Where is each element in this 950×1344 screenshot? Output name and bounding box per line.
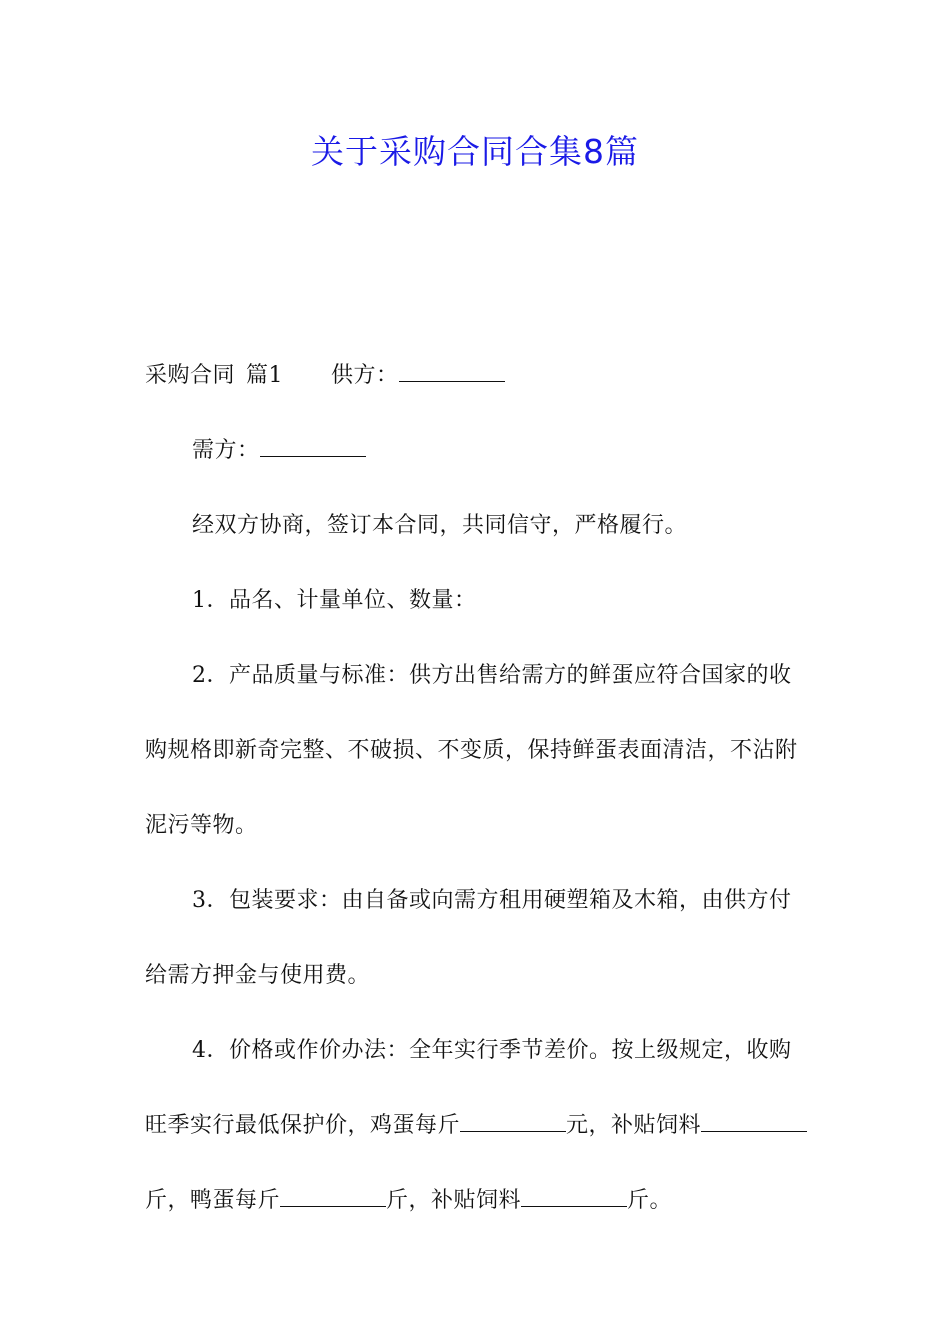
section-name: 采购合同 <box>145 363 236 388</box>
paragraph-4-part-e: 斤。 <box>627 1188 673 1213</box>
supplier-blank <box>399 363 505 382</box>
paragraph-1: 1．品名、计量单位、数量： <box>192 588 477 613</box>
paragraph-2: 2．产品质量与标准：供方出售给需方的鲜蛋应符合国家的收购规格即新奇完整、不破损、不变质，保持鲜蛋表面清洁，不沾附泥污等物。 <box>145 663 798 838</box>
feed-subsidy-blank-start <box>701 1113 749 1132</box>
feed-subsidy-blank-end <box>749 1113 807 1132</box>
section-heading <box>145 338 810 413</box>
paragraph-4-part-a: 4．价格或作价办法：全年实行季节差价。按上级规定，收购旺季实行最低保护价，鸡蛋每斤 <box>145 1038 792 1138</box>
duck-egg-price-blank <box>280 1188 386 1207</box>
document-body <box>145 338 810 1238</box>
paragraph-4 <box>145 1013 810 1238</box>
buyer-label: 需方： <box>192 438 260 463</box>
section-number: 篇1 <box>246 363 284 388</box>
supplier-label: 供方： <box>331 363 399 388</box>
buyer-line <box>145 413 810 488</box>
paragraph-4-part-c: 斤，鸭蛋每斤 <box>145 1188 281 1213</box>
duck-feed-subsidy-blank <box>521 1188 627 1207</box>
egg-price-blank <box>460 1113 566 1132</box>
buyer-blank <box>260 438 366 457</box>
document-title: 关于采购合同合集8篇 <box>311 132 639 171</box>
paragraph-intro: 经双方协商，签订本合同，共同信守，严格履行。 <box>192 513 688 538</box>
paragraph-4-part-b: 元，补贴饲料 <box>566 1113 702 1138</box>
paragraph-4-part-d: 斤，补贴饲料 <box>386 1188 522 1213</box>
paragraph-3: 3．包装要求：由自备或向需方租用硬塑箱及木箱，由供方付给需方押金与使用费。 <box>145 888 792 988</box>
